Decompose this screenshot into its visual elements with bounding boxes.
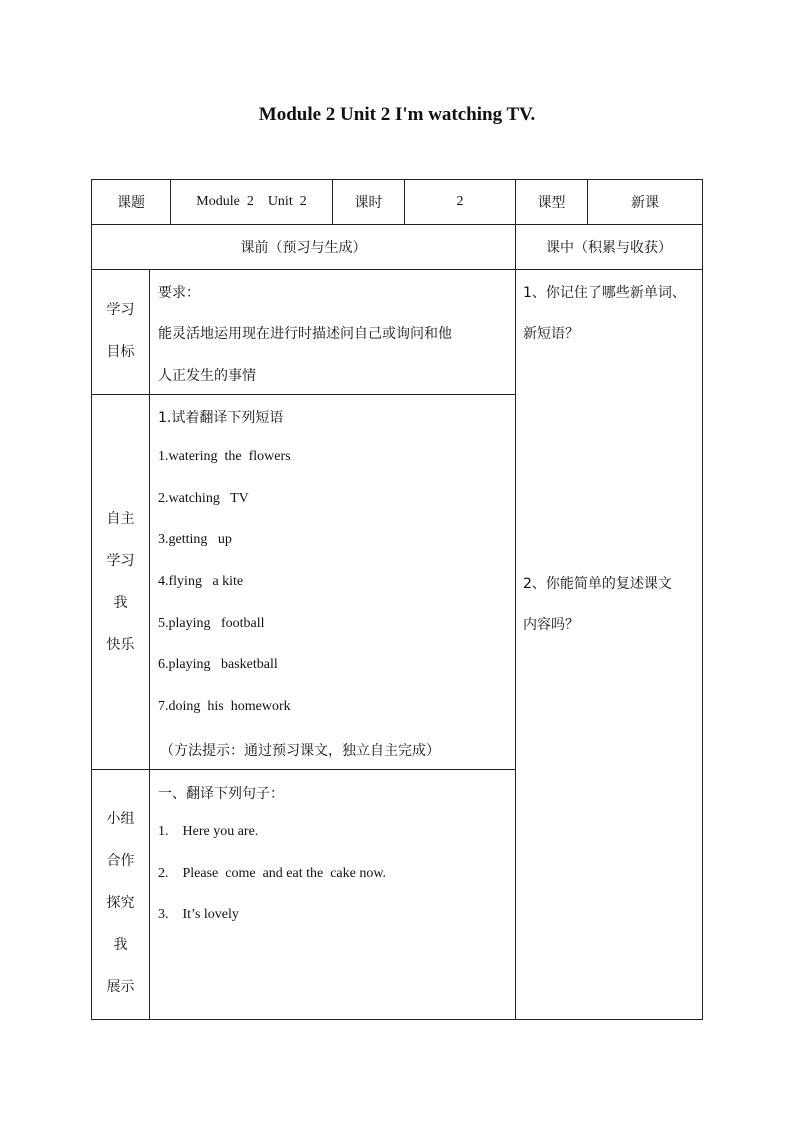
phrase-item: 5.playing football — [158, 616, 265, 631]
topic-value: Module 2 Unit 2 — [196, 194, 307, 209]
phrase-item: 7.doing his homework — [158, 699, 291, 714]
sentence-item: 1. Here you are. — [158, 824, 259, 839]
page-title: Module 2 Unit 2 I'm watching TV. — [258, 104, 536, 125]
translate-heading: 一、翻译下列句子： — [158, 786, 284, 802]
phrase-item: 1.watering the flowers — [158, 449, 291, 464]
question-1: 1、你记住了哪些新单词、 — [523, 285, 686, 301]
goals-line: 要求： — [158, 285, 200, 301]
question-2: 2、你能简单的复述课文 — [523, 576, 672, 592]
question-2: 内容吗？ — [523, 617, 579, 633]
sentence-item: 2. Please come and eat the cake now. — [158, 866, 387, 881]
self-study-label: 自主 学习 我 快乐 — [106, 511, 135, 653]
in-class-heading: 课中（积累与收获） — [546, 240, 672, 256]
type-label: 课型 — [537, 195, 566, 211]
goals-line: 能灵活地运用现在进行时描述问自己或询问和他 — [158, 326, 452, 342]
phrase-heading: 1.试着翻译下列短语 — [158, 410, 284, 426]
type-value: 新课 — [631, 195, 659, 211]
goals-label: 学习 目标 — [106, 302, 135, 360]
question-1: 新短语？ — [523, 326, 579, 342]
phrase-item: 2.watching TV — [158, 491, 249, 506]
period-label: 课时 — [354, 195, 383, 211]
method-hint: （方法提示：通过预习课文，独立自主完成） — [160, 743, 440, 759]
phrase-item: 3.getting up — [158, 532, 232, 547]
sentence-item: 3. It’s lovely — [158, 907, 239, 922]
topic-label: 课题 — [117, 195, 145, 211]
group-work-label: 小组 合作 探究 我 展示 — [106, 811, 135, 995]
phrase-item: 4.flying a kite — [158, 574, 244, 589]
goals-line: 人正发生的事情 — [158, 368, 256, 384]
before-class-heading: 课前（预习与生成） — [240, 240, 367, 256]
period-value: 2 — [456, 194, 464, 209]
phrase-item: 6.playing basketball — [158, 657, 278, 672]
